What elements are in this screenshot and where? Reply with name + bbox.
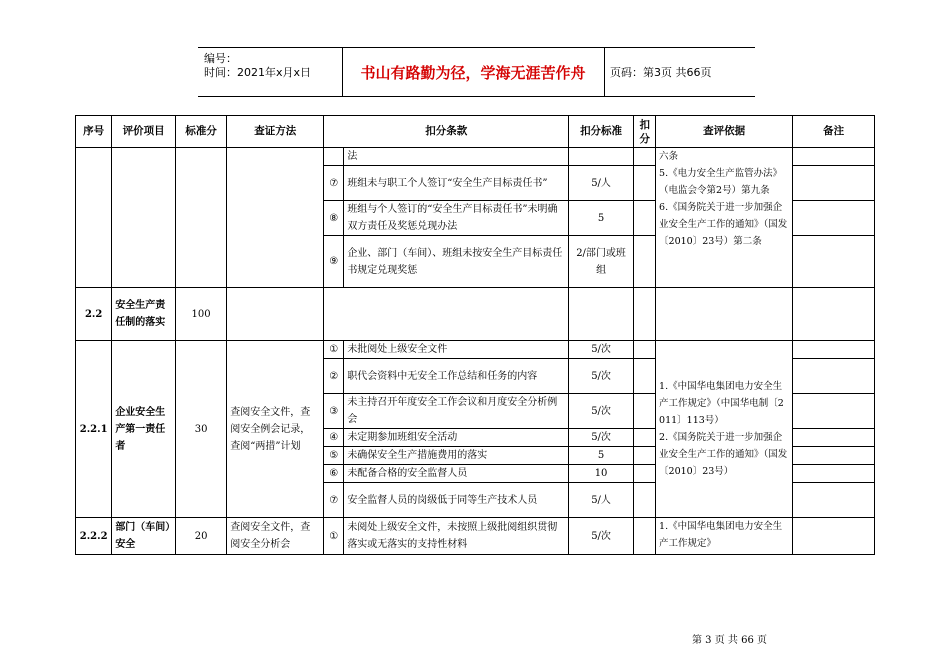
clause-text: 未主持召开年度安全工作会议和月度安全分析例会 (344, 394, 569, 429)
deduction-standard: 5/人 (569, 483, 634, 518)
deduction-cell (633, 236, 655, 288)
header-divider (604, 48, 605, 96)
deduction-cell (633, 341, 655, 359)
remark-cell (793, 465, 875, 483)
remark-cell (793, 429, 875, 447)
col-header: 评价项目 (112, 116, 176, 148)
clause-mark: ⑦ (324, 483, 344, 518)
method-cell (227, 148, 324, 288)
seq-cell: 2.2 (76, 288, 112, 341)
deduction-standard (569, 288, 634, 341)
clause-mark: ⑦ (324, 166, 344, 201)
col-header: 扣分标准 (569, 116, 634, 148)
score-cell: 100 (175, 288, 226, 341)
col-header: 查评依据 (656, 116, 793, 148)
page-footer: 第 3 页 共 66 页 (692, 635, 767, 646)
clause-text: 企业、部门（车间）、班组未按安全生产目标责任书规定兑现奖惩 (344, 236, 569, 288)
basis-cell: 1.《中国华电集团电力安全生产工作规定》（中国华电制〔2011〕113号） 2.《国务院关于进一步加强企业安全生产工作的通知》（国发〔2010〕23号） (656, 341, 793, 518)
basis-cell (656, 288, 793, 341)
deduction-cell (633, 518, 655, 555)
clause-text: 安全监督人员的岗级低于同等生产技术人员 (344, 483, 569, 518)
score-cell: 30 (175, 341, 226, 518)
deduction-standard: 5/次 (569, 518, 634, 555)
basis-cell: 1.《中国华电集团电力安全生产工作规定》 (656, 518, 793, 555)
remark-cell (793, 518, 875, 555)
clause-mark: ① (324, 518, 344, 555)
table-row (76, 148, 875, 166)
header-page-info: 页码：第3页 共66页 (610, 66, 712, 79)
col-header: 扣分条款 (324, 116, 569, 148)
deduction-cell (633, 429, 655, 447)
deduction-cell (633, 465, 655, 483)
col-header-text: 扣分 (639, 118, 650, 145)
clause-mark: ⑨ (324, 236, 344, 288)
evaluation-table (75, 115, 875, 555)
item-cell (112, 148, 176, 288)
basis-cell: 六条 5.《电力安全生产监管办法》（电监会令第2号）第九条 6.《国务院关于进一步加强企业安全生产工作的通知》（国发〔2010〕23号）第二条 (656, 148, 793, 288)
col-header: 备注 (793, 116, 875, 148)
remark-cell (793, 166, 875, 201)
clause-mark: ③ (324, 394, 344, 429)
deduction-standard: 5/次 (569, 394, 634, 429)
deduction-standard: 5/次 (569, 359, 634, 394)
header-meta (204, 52, 311, 80)
deduction-standard: 5/次 (569, 341, 634, 359)
item-cell: 部门（车间）安全 (112, 518, 176, 555)
motto: 书山有路勤为径，学海无涯苦作舟 (360, 63, 586, 82)
clause-mark: ① (324, 341, 344, 359)
deduction-cell (633, 359, 655, 394)
seq-cell: 2.2.2 (76, 518, 112, 555)
clause-mark: ④ (324, 429, 344, 447)
clause-mark: ⑥ (324, 465, 344, 483)
section-row-2-2-2 (76, 518, 875, 555)
item-cell: 企业安全生产第一责任者 (112, 341, 176, 518)
remark-cell (793, 201, 875, 236)
clause-text: 未批阅处上级安全文件 (344, 341, 569, 359)
number-label: 编号： (204, 52, 237, 65)
clause-mark (324, 148, 344, 166)
deduction-standard: 5/次 (569, 429, 634, 447)
deduction-cell (633, 483, 655, 518)
deduction-cell (633, 394, 655, 429)
remark-cell (793, 394, 875, 429)
deduction-cell (633, 288, 655, 341)
page-header (198, 47, 755, 97)
clause-text (324, 288, 569, 341)
score-cell (175, 148, 226, 288)
deduction-cell (633, 447, 655, 465)
deduction-standard: 5/人 (569, 166, 634, 201)
col-header: 序号 (76, 116, 112, 148)
method-cell: 查阅安全文件，查阅安全例会记录，查阅“两措”计划 (227, 341, 324, 518)
clause-text: 班组与个人签订的“安全生产目标责任书”未明确双方责任及奖惩兑现办法 (344, 201, 569, 236)
remark-cell (793, 148, 875, 166)
clause-text: 职代会资料中无安全工作总结和任务的内容 (344, 359, 569, 394)
remark-cell (793, 341, 875, 359)
clause-text: 法 (344, 148, 569, 166)
remark-cell (793, 236, 875, 288)
deduction-cell (633, 201, 655, 236)
item-cell: 安全生产责任制的落实 (112, 288, 176, 341)
deduction-standard: 10 (569, 465, 634, 483)
deduction-standard (569, 148, 634, 166)
remark-cell (793, 447, 875, 465)
col-header: 标准分 (175, 116, 226, 148)
clause-mark: ⑤ (324, 447, 344, 465)
deduction-standard: 2/部门或班组 (569, 236, 634, 288)
clause-text: 未确保安全生产措施费用的落实 (344, 447, 569, 465)
method-cell: 查阅安全文件，查阅安全分析会 (227, 518, 324, 555)
remark-cell (793, 483, 875, 518)
deduction-cell (633, 166, 655, 201)
deduction-standard: 5 (569, 201, 634, 236)
clause-mark: ⑧ (324, 201, 344, 236)
seq-cell (76, 148, 112, 288)
deduction-cell (633, 148, 655, 166)
clause-text: 班组未与职工个人签订“安全生产目标责任书” (344, 166, 569, 201)
deduction-standard: 5 (569, 447, 634, 465)
method-cell (227, 288, 324, 341)
clause-text: 未阅处上级安全文件，未按照上级批阅组织贯彻落实或无落实的支持性材料 (344, 518, 569, 555)
section-row-2-2 (76, 288, 875, 341)
clause-text: 未定期参加班组安全活动 (344, 429, 569, 447)
col-header (633, 116, 655, 148)
remark-cell (793, 359, 875, 394)
table-row (76, 341, 875, 359)
col-header: 查证方法 (227, 116, 324, 148)
time-label: 时间：2021年x月x日 (204, 66, 312, 79)
table-header-row (76, 116, 875, 148)
clause-text: 未配备合格的安全监督人员 (344, 465, 569, 483)
seq-cell: 2.2.1 (76, 341, 112, 518)
clause-mark: ② (324, 359, 344, 394)
score-cell: 20 (175, 518, 226, 555)
remark-cell (793, 288, 875, 341)
